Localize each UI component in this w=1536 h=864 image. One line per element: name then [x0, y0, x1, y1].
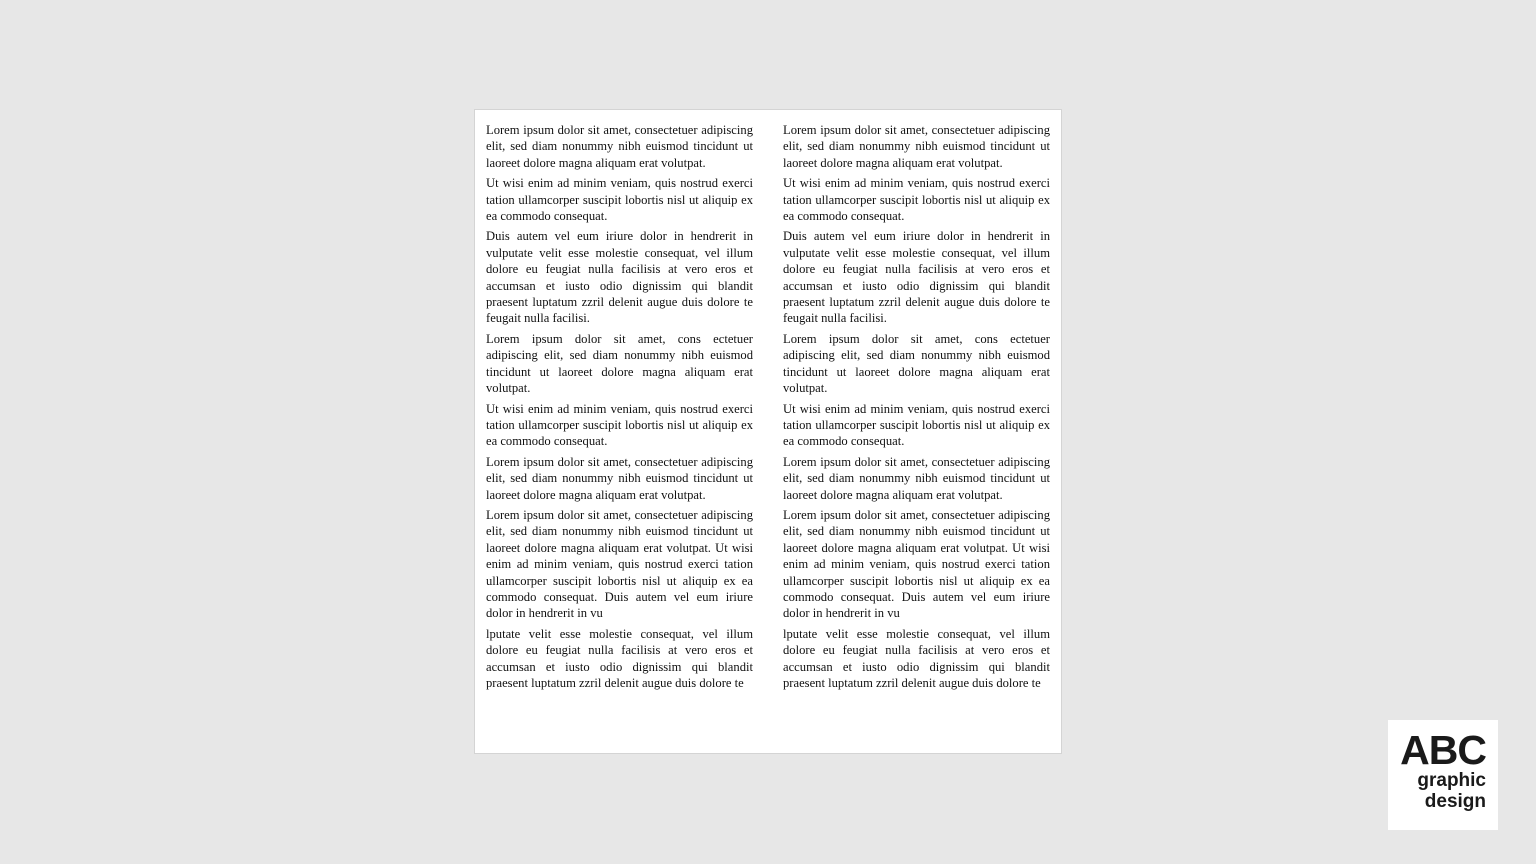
logo-abc-text: ABC — [1400, 727, 1486, 773]
paragraph: Lorem ipsum dolor sit amet, consectetuer adipiscing elit, sed diam nonummy nibh euismod tincidunt ut laoreet dolore magna aliquam erat volutpat. — [486, 454, 753, 502]
abc-graphic-design-logo — [1388, 720, 1498, 830]
paragraph: lputate velit esse molestie consequat, vel illum dolore eu feugiat nulla facilisis at vero eros et accumsan et iusto odio dignissim qui blandit praesent luptatum zzril delenit augue duis dolore te — [783, 626, 1050, 690]
paragraph: Lorem ipsum dolor sit amet, consectetuer adipiscing elit, sed diam nonummy nibh euismod tincidunt ut laoreet dolore magna aliquam erat volutpat. Ut wisi enim ad minim veniam, quis nostrud exerci tation ullamcorper suscipit lobortis nisl ut aliquip ex ea commodo consequat. Duis autem vel eum iriure dolor in hendrerit in vu — [783, 507, 1050, 621]
paragraph: Lorem ipsum dolor sit amet, cons ectetuer adipiscing elit, sed diam nonummy nibh euismod tincidunt ut laoreet dolore magna aliquam erat volutpat. — [486, 331, 753, 396]
document-page — [474, 109, 1062, 754]
paragraph: Ut wisi enim ad minim veniam, quis nostrud exerci tation ullamcorper suscipit lobortis nisl ut aliquip ex ea commodo consequat. — [486, 401, 753, 449]
logo-design-text: design — [1424, 791, 1486, 812]
paragraph: Ut wisi enim ad minim veniam, quis nostrud exerci tation ullamcorper suscipit lobortis nisl ut aliquip ex ea commodo consequat. — [783, 401, 1050, 449]
left-text-column — [486, 122, 753, 695]
paragraph: Ut wisi enim ad minim veniam, quis nostrud exerci tation ullamcorper suscipit lobortis nisl ut aliquip ex ea commodo consequat. — [783, 176, 1050, 224]
paragraph: lputate velit esse molestie consequat, vel illum dolore eu feugiat nulla facilisis at vero eros et accumsan et iusto odio dignissim qui blandit praesent luptatum zzril delenit augue duis dolore te — [486, 626, 753, 690]
paragraph: Duis autem vel eum iriure dolor in hendrerit in vulputate velit esse molestie consequat, vel illum dolore eu feugiat nulla facilisis at vero eros et accumsan et iusto odio dignissim qui blandit praesent luptatum zzril delenit augue duis dolore te feugait nulla facilisi. — [486, 229, 753, 326]
right-text-column — [783, 122, 1050, 695]
paragraph: Lorem ipsum dolor sit amet, consectetuer adipiscing elit, sed diam nonummy nibh euismod tincidunt ut laoreet dolore magna aliquam erat volutpat. — [783, 454, 1050, 502]
logo-graphic-text: graphic — [1417, 770, 1486, 791]
paragraph: Duis autem vel eum iriure dolor in hendrerit in vulputate velit esse molestie consequat, vel illum dolore eu feugiat nulla facilisis at vero eros et accumsan et iusto odio dignissim qui blandit praesent luptatum zzril delenit augue duis dolore te feugait nulla facilisi. — [783, 229, 1050, 326]
paragraph: Lorem ipsum dolor sit amet, consectetuer adipiscing elit, sed diam nonummy nibh euismod tincidunt ut laoreet dolore magna aliquam erat volutpat. — [486, 123, 753, 170]
paragraph: Lorem ipsum dolor sit amet, consectetuer adipiscing elit, sed diam nonummy nibh euismod tincidunt ut laoreet dolore magna aliquam erat volutpat. Ut wisi enim ad minim veniam, quis nostrud exerci tation ullamcorper suscipit lobortis nisl ut aliquip ex ea commodo consequat. Duis autem vel eum iriure dolor in hendrerit in vu — [486, 507, 753, 621]
paragraph: Lorem ipsum dolor sit amet, consectetuer adipiscing elit, sed diam nonummy nibh euismod tincidunt ut laoreet dolore magna aliquam erat volutpat. — [783, 123, 1050, 170]
paragraph: Ut wisi enim ad minim veniam, quis nostrud exerci tation ullamcorper suscipit lobortis nisl ut aliquip ex ea commodo consequat. — [486, 176, 753, 224]
paragraph: Lorem ipsum dolor sit amet, cons ectetuer adipiscing elit, sed diam nonummy nibh euismod tincidunt ut laoreet dolore magna aliquam erat volutpat. — [783, 331, 1050, 396]
